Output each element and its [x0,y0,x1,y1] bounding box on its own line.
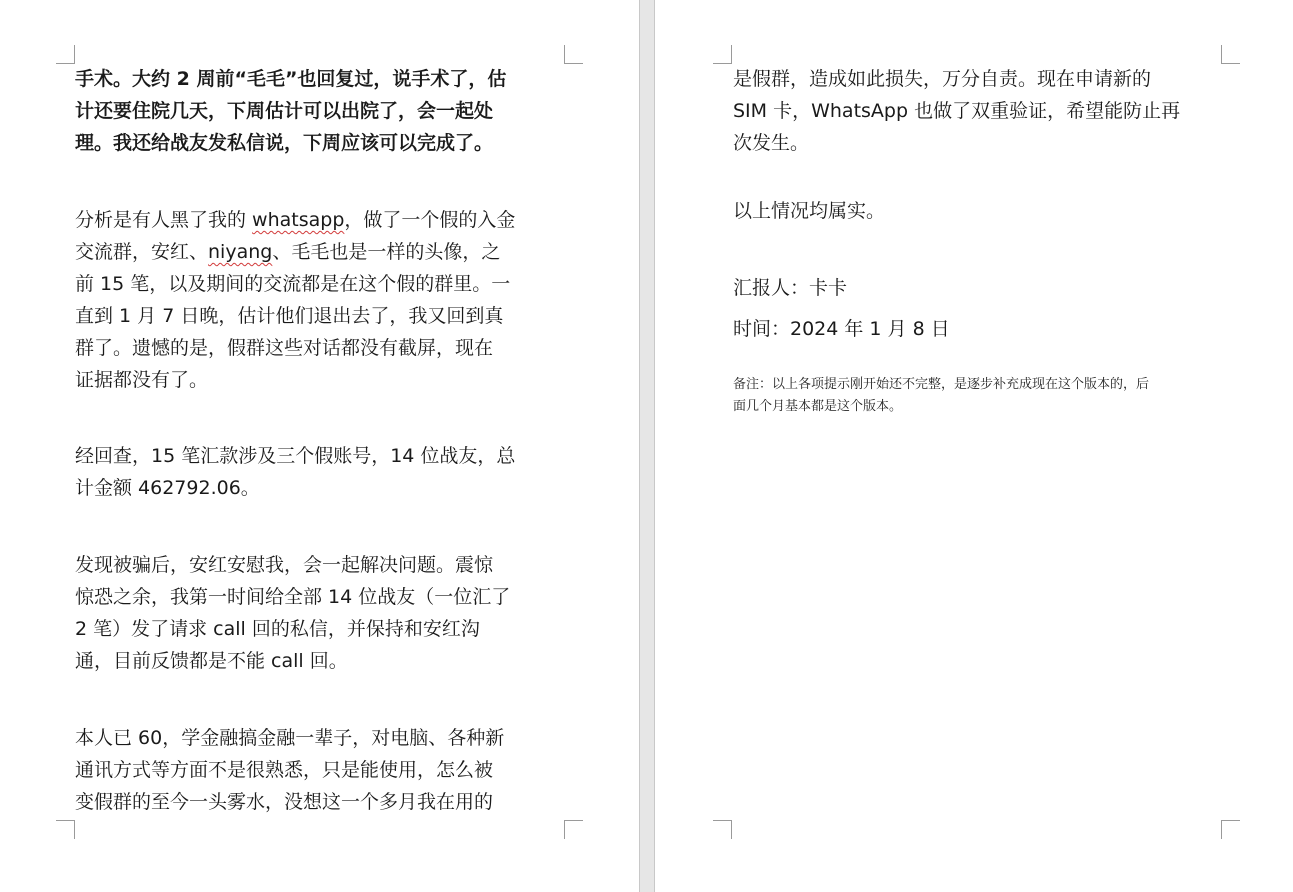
text-line: 备注：以上各项提示刚开始还不完整，是逐步补充成现在这个版本的，后 [733,377,1150,392]
text-line: 手术。大约 2 周前“毛毛”也回复过，说手术了，估 [75,68,507,90]
text-line [75,236,515,268]
text-line: 变假群的至今一头雾水，没想这一个多月我在用的 [75,791,494,813]
text-line: 计还要住院几天，下周估计可以出院了，会一起处 [75,100,494,122]
crop-mark-bottom-right [1221,820,1240,839]
text-span: ，做了一个假的入金 [344,209,516,231]
text-line [75,204,515,236]
spellcheck-word[interactable]: niyang [208,241,273,263]
reporter-line[interactable]: 汇报人：卡卡 [733,277,848,299]
text-line: 前 15 笔，以及期间的交流都是在这个假的群里。一 [75,273,511,295]
text-line: 次发生。 [733,132,810,154]
paragraph-recheck[interactable] [75,440,515,504]
crop-mark-top-right [564,45,583,64]
text-line: 直到 1 月 7 日晚，估计他们退出去了，我又回到真 [75,305,504,327]
text-line: 通，目前反馈都是不能 call 回。 [75,650,348,672]
text-line: 面几个月基本都是这个版本。 [733,399,903,414]
text-line: 惊恐之余，我第一时间给全部 14 位战友（一位汇了 [75,586,511,608]
page-gutter [639,0,655,892]
text-line: 理。我还给战友发私信说，下周应该可以完成了。 [75,132,494,154]
text-line: 计金额 462792.06。 [75,477,260,499]
paragraph-analysis[interactable] [75,204,515,396]
paragraph-statement[interactable]: 以上情况均属实。 [733,200,886,222]
crop-mark-top-left [713,45,732,64]
crop-mark-bottom-left [713,820,732,839]
text-line: 是假群，造成如此损失，万分自责。现在申请新的 [733,68,1152,90]
text-span: 、毛毛也是一样的头像，之 [272,241,501,263]
paragraph-surgery[interactable] [75,63,506,159]
paragraph-discovery[interactable] [75,549,510,677]
date-line[interactable]: 时间：2024 年 1 月 8 日 [733,318,950,340]
footnote[interactable] [733,374,1149,418]
text-line: 群了。遗憾的是，假群这些对话都没有截屏，现在 [75,337,494,359]
paragraph-continued[interactable] [733,63,1180,159]
text-line: 证据都没有了。 [75,369,209,391]
text-line: 2 笔）发了请求 call 回的私信，并保持和安红沟 [75,618,480,640]
spellcheck-word[interactable]: whatsapp [252,209,345,231]
text-span: 分析是有人黑了我的 [75,209,253,231]
document-page-right[interactable] [655,0,1293,892]
paragraph-self-intro[interactable] [75,722,504,818]
text-span: 交流群，安红、 [75,241,209,263]
text-line: 通讯方式等方面不是很熟悉，只是能使用，怎么被 [75,759,494,781]
text-line: 本人已 60，学金融搞金融一辈子，对电脑、各种新 [75,727,505,749]
crop-mark-bottom-left [56,820,75,839]
crop-mark-bottom-right [564,820,583,839]
crop-mark-top-left [56,45,75,64]
text-line: 经回查，15 笔汇款涉及三个假账号，14 位战友，总 [75,445,516,467]
text-line: 发现被骗后，安红安慰我，会一起解决问题。震惊 [75,554,494,576]
document-page-left[interactable] [0,0,639,892]
text-line: SIM 卡，WhatsApp 也做了双重验证，希望能防止再 [733,100,1181,122]
crop-mark-top-right [1221,45,1240,64]
